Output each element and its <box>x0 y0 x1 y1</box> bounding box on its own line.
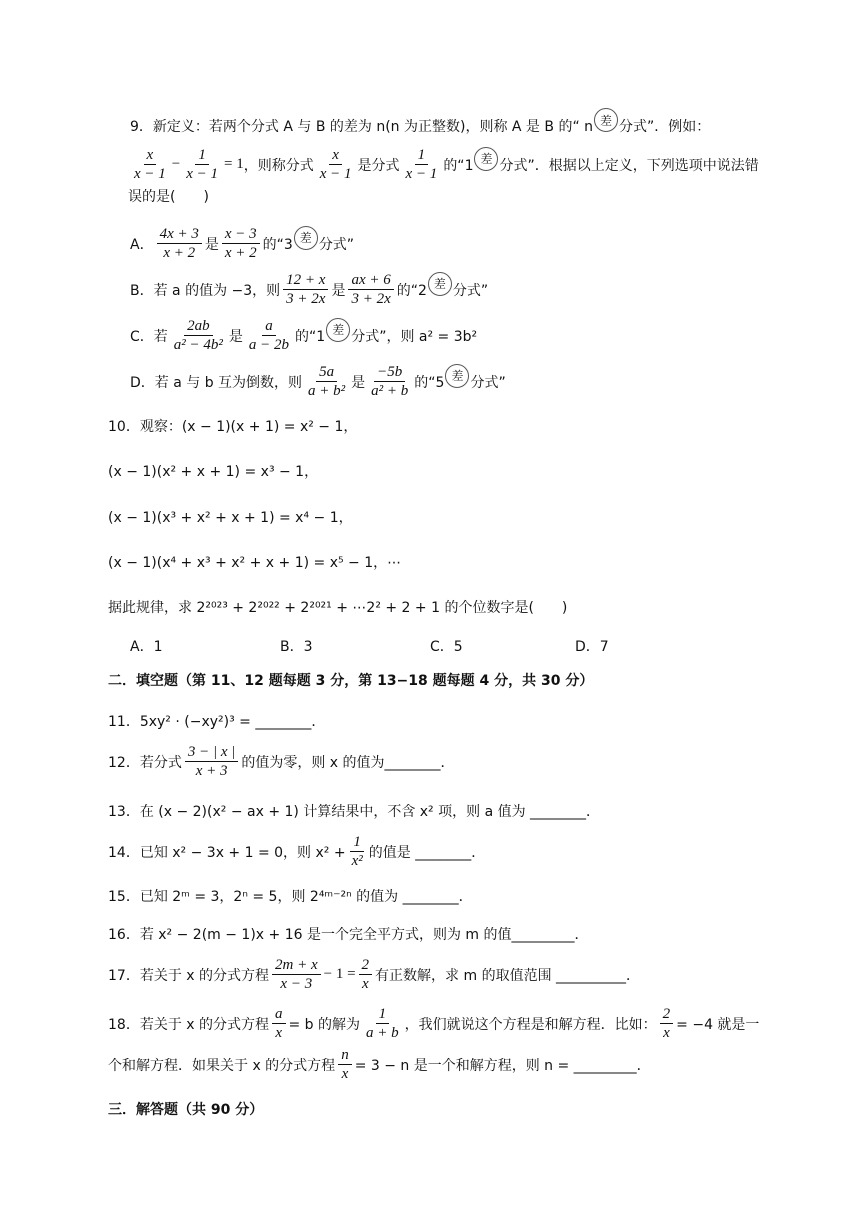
q10-options <box>130 636 730 656</box>
equation-text: = 1 <box>224 156 244 172</box>
fraction: $\frac{1}{x - 1}$ <box>186 147 219 182</box>
option-label: D．若 a 与 b 互为倒数，则 <box>130 374 303 391</box>
text: = −4 就是一 <box>676 1016 760 1033</box>
q10-line4 <box>108 552 401 572</box>
q16 <box>108 924 589 944</box>
fraction: $\frac{2m + x}{x - 3}$ <box>272 957 321 992</box>
text: 据此规律，求 2²⁰²³ + 2²⁰²² + 2²⁰²¹ + ⋯2² + 2 + 1 的个位数字是( ) <box>108 600 568 616</box>
option-label: A． <box>130 236 154 253</box>
text: 是分式 <box>357 157 400 174</box>
q9-option-d <box>130 364 506 399</box>
difference-badge-icon: 差 <box>594 108 618 132</box>
q14 <box>108 834 485 869</box>
difference-badge-icon: 差 <box>428 272 452 296</box>
text: 18．若关于 x 的分式方程 <box>108 1016 269 1033</box>
fraction: $\frac{x}{x - 1}$ <box>319 147 352 182</box>
q9-option-a <box>130 226 354 261</box>
fraction: $\frac{12 + x}{3 + 2x}$ <box>283 272 328 307</box>
q18-line2 <box>108 1047 651 1082</box>
q9-option-b <box>130 272 488 307</box>
text: 三．解答题（共 90 分） <box>108 1102 264 1118</box>
difference-badge-icon: 差 <box>326 318 350 342</box>
text: 分式”，则 a² = 3b² <box>351 328 478 345</box>
fraction: $\frac{a}{a - 2b}$ <box>248 318 290 353</box>
text: 分式”．根据以上定义，下列选项中说法错 <box>499 157 759 174</box>
option-label: C．若 <box>130 328 168 345</box>
text: (x − 1)(x⁴ + x³ + x² + x + 1) = x⁵ − 1，⋯ <box>108 555 402 571</box>
fraction: $\frac{2}{x}$ <box>359 957 373 992</box>
text: 的“2 <box>396 282 427 299</box>
text: = b 的解为 <box>288 1016 361 1033</box>
text: 17．若关于 x 的分式方程 <box>108 967 269 984</box>
q10-line2 <box>108 461 318 481</box>
fraction: $\frac{1}{\text{x²}}$ <box>351 834 363 869</box>
fraction: $\frac{1}{x - 1}$ <box>405 147 438 182</box>
text: 的“5 <box>414 374 445 391</box>
text: = 3 − n 是一个和解方程，则 n = _________． <box>354 1057 651 1074</box>
text: 的“1 <box>295 328 326 345</box>
option-a: A．1 <box>130 639 163 655</box>
fraction: $\frac{4x + 3}{x + 2}$ <box>157 226 202 261</box>
fraction: $\frac{-5b}{\text{a² + b}}$ <box>371 364 409 399</box>
option-c: C．5 <box>430 639 463 655</box>
option-label: B．若 a 的值为 −3，则 <box>130 282 281 299</box>
q9-stem-line1 <box>130 114 710 138</box>
q9-stem-text: 9．新定义：若两个分式 A 与 B 的差为 n(n 为正整数)，则称 A 是 B 的“ n <box>130 119 594 135</box>
text: (x − 1)(x³ + x² + x + 1) = x⁴ − 1， <box>108 510 353 526</box>
q10-line5 <box>108 597 567 617</box>
text: 12．若分式 <box>108 754 182 771</box>
q9-stem-line3 <box>128 186 209 206</box>
text: 15．已知 2ᵐ = 3，2ⁿ = 5，则 2⁴ᵐ⁻²ⁿ 的值为 ________． <box>108 889 473 905</box>
q9-stem-line2: $\frac{x}{x - 1}$ − $\frac{1}{x - 1}$ = 1 ，则称分式 $\frac{x}{x - 1}$ 是分式 $\frac{1}{x - 1}$ 的“1 差 分式”．根据以上定义，下列选项中说法错 <box>128 147 759 182</box>
text: 是 <box>351 374 366 391</box>
q11 <box>108 711 325 731</box>
fraction: $\frac{ax + 6}{3 + 2x}$ <box>348 272 393 307</box>
fraction: $\frac{1}{a + b}$ <box>366 1006 399 1041</box>
option-b: B．3 <box>280 639 313 655</box>
text: ，则称分式 <box>243 157 314 174</box>
text: 二．填空题（第 11、12 题每题 3 分，第 13−18 题每题 4 分，共 30 分） <box>108 673 594 689</box>
fraction: $\frac{2ab}{\text{a² − 4b²}}$ <box>173 318 223 353</box>
fraction: $\frac{2}{x}$ <box>660 1006 674 1041</box>
text: 16．若 x² − 2(m − 1)x + 16 是一个完全平方式，则为 m 的值_________． <box>108 927 589 943</box>
text: 10．观察：(x − 1)(x + 1) = x² − 1， <box>108 419 358 435</box>
text: 有正数解，求 m 的取值范围 __________． <box>375 967 641 984</box>
text: 是 <box>228 328 243 345</box>
text: 13．在 (x − 2)(x² − ax + 1) 计算结果中，不含 x² 项，则 a 值为 ________． <box>108 804 601 820</box>
section-2-heading <box>108 670 593 690</box>
text: 14．已知 x² − 3x + 1 = 0，则 x² + <box>108 844 346 861</box>
text: 分式” <box>452 282 489 299</box>
fraction: $\frac{x}{x - 1}$ <box>134 147 166 182</box>
fraction: $\frac{3 - | x |}{x + 3}$ <box>185 744 239 779</box>
fraction: $\frac{x - 3}{x + 2}$ <box>222 226 260 261</box>
text: 11．5xy² · (−xy²)³ = ________． <box>108 714 326 730</box>
q15 <box>108 886 473 906</box>
text: 分式” <box>470 374 506 391</box>
q10-line1 <box>108 416 357 436</box>
difference-badge-icon: 差 <box>294 226 318 250</box>
fraction: $\frac{5a}{\text{a + b²}}$ <box>308 364 346 399</box>
text: 是 <box>331 282 346 299</box>
q13 <box>108 801 600 821</box>
q17 <box>108 957 640 992</box>
difference-badge-icon: 差 <box>445 364 469 388</box>
fraction: $\frac{n}{x}$ <box>338 1047 352 1082</box>
text: 的值是 ________． <box>368 844 486 861</box>
q18-line1 <box>108 1006 759 1041</box>
text: 误的是( ) <box>128 189 209 205</box>
text: − 1 = <box>323 966 356 982</box>
q12 <box>108 744 455 779</box>
text: 的值为零，则 x 的值为________． <box>241 754 455 771</box>
q9-option-c <box>130 318 477 353</box>
text: ，我们就说这个方程是和解方程．比如： <box>404 1016 657 1033</box>
section-3-heading <box>108 1099 263 1119</box>
difference-badge-icon: 差 <box>474 147 498 171</box>
text: 个和解方程．如果关于 x 的分式方程 <box>108 1057 336 1074</box>
option-d: D．7 <box>575 639 609 655</box>
q9-stem-tail: 分式”．例如： <box>619 119 711 135</box>
text: (x − 1)(x² + x + 1) = x³ − 1， <box>108 464 319 480</box>
text: 的“3 <box>262 236 293 253</box>
text: 的“1 <box>443 157 474 174</box>
text: 是 <box>204 236 219 253</box>
text: 分式” <box>318 236 355 253</box>
q10-line3 <box>108 507 353 527</box>
fraction: $\frac{a}{x}$ <box>272 1006 286 1041</box>
